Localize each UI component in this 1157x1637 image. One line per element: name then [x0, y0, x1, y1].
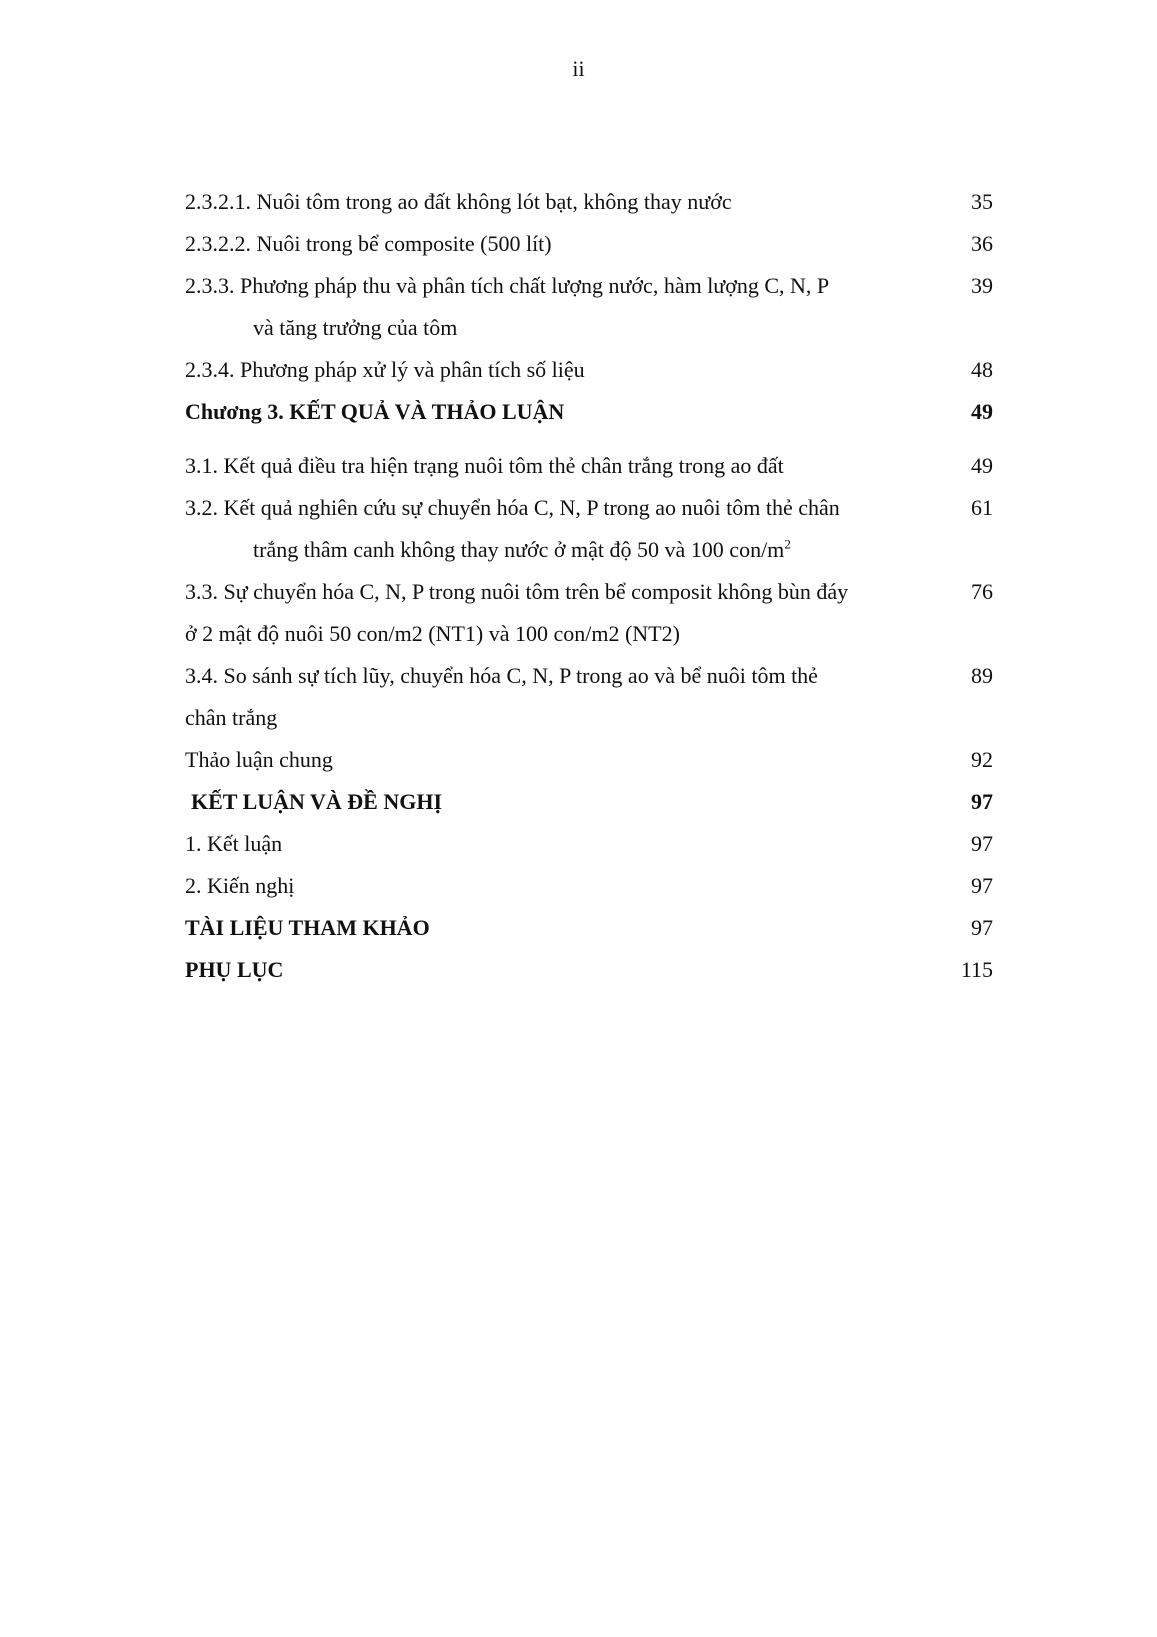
- toc-entry-page: 35: [971, 189, 993, 214]
- toc-entry-text: 2.3.3. Phương pháp thu và phân tích chất lượng nước, hàm lượng C, N, P: [185, 273, 830, 298]
- toc-entry-2-3-4[interactable]: [185, 349, 993, 391]
- toc-entry-text: 3.2. Kết quả nghiên cứu sự chuyển hóa C, N, P trong ao nuôi tôm thẻ chân: [185, 495, 840, 520]
- toc-entry-chapter-3[interactable]: [185, 391, 993, 433]
- toc-entry-2-3-3[interactable]: [185, 265, 993, 307]
- toc-entry-3-3[interactable]: [185, 571, 993, 613]
- toc-entry-text-continued: và tăng trưởng của tôm: [253, 315, 458, 340]
- toc-entry-text: 3.4. So sánh sự tích lũy, chuyển hóa C, N, P trong ao và bể nuôi tôm thẻ: [185, 663, 818, 688]
- toc-entry-text: 3.3. Sự chuyển hóa C, N, P trong nuôi tôm trên bể composit không bùn đáy: [185, 579, 849, 604]
- toc-entry-2-3-2-2[interactable]: [185, 223, 993, 265]
- toc-entry-text: 3.1. Kết quả điều tra hiện trạng nuôi tôm thẻ chân trắng trong ao đất: [185, 453, 784, 478]
- table-of-contents: [185, 181, 993, 991]
- toc-entry-page: 39: [971, 273, 993, 298]
- toc-entry-text: 2.3.2.1. Nuôi tôm trong ao đất không lót bạt, không thay nước: [185, 189, 732, 214]
- toc-entry-3-4[interactable]: [185, 655, 993, 697]
- toc-entry-2-3-3-continued: [185, 307, 993, 349]
- toc-entry-text: TÀI LIỆU THAM KHẢO: [185, 915, 430, 940]
- toc-entry-page: 115: [960, 957, 993, 982]
- toc-entry-page: 49: [971, 453, 993, 478]
- toc-entry-3-3-continued: [185, 613, 993, 655]
- toc-entry-page: 89: [971, 663, 993, 688]
- toc-entry-references[interactable]: [185, 907, 993, 949]
- toc-entry-page: 76: [971, 579, 993, 604]
- toc-entry-page: 49: [971, 399, 993, 424]
- toc-entry-page: 97: [971, 873, 993, 898]
- toc-entry-text: Thảo luận chung: [185, 747, 333, 772]
- toc-entry-text: PHỤ LỤC: [185, 957, 284, 982]
- toc-entry-page: 97: [971, 915, 993, 940]
- toc-entry-page: 92: [971, 747, 993, 772]
- toc-entry-text: 2. Kiến nghị: [185, 873, 295, 898]
- toc-entry-recommendation-2[interactable]: [185, 865, 993, 907]
- toc-entry-conclusions[interactable]: [185, 781, 993, 823]
- page-number: ii: [572, 56, 585, 81]
- toc-entry-text: KẾT LUẬN VÀ ĐỀ NGHỊ: [191, 789, 443, 814]
- toc-entry-3-1[interactable]: [185, 445, 993, 487]
- toc-entry-text: 2.3.2.2. Nuôi trong bể composite (500 lít): [185, 231, 552, 256]
- toc-entry-page: 97: [971, 789, 993, 814]
- superscript: 2: [784, 536, 791, 552]
- toc-entry-page: 48: [971, 357, 993, 382]
- toc-entry-text: Chương 3. KẾT QUẢ VÀ THẢO LUẬN: [185, 399, 565, 424]
- toc-entry-text: 1. Kết luận: [185, 831, 283, 856]
- toc-entry-text-continued: [185, 529, 933, 571]
- toc-entry-text-continued-main: trắng thâm canh không thay nước ở mật độ 50 và 100 con/m: [253, 537, 785, 562]
- toc-entry-text-continued: ở 2 mật độ nuôi 50 con/m2 (NT1) và 100 con/m2 (NT2): [185, 621, 680, 646]
- toc-entry-text: 2.3.4. Phương pháp xử lý và phân tích số liệu: [185, 357, 585, 382]
- toc-entry-appendix[interactable]: [185, 949, 993, 991]
- toc-entry-3-2[interactable]: [185, 487, 993, 529]
- toc-entry-3-4-continued: [185, 697, 993, 739]
- toc-entry-page: 97: [971, 831, 993, 856]
- toc-entry-3-2-continued: [185, 529, 993, 571]
- toc-entry-page: 36: [971, 231, 993, 256]
- toc-entry-general-discussion[interactable]: [185, 739, 993, 781]
- toc-entry-text-continued: chân trắng: [185, 705, 278, 730]
- toc-entry-page: 61: [971, 495, 993, 520]
- toc-entry-conclusion-1[interactable]: [185, 823, 993, 865]
- toc-entry-2-3-2-1[interactable]: [185, 181, 993, 223]
